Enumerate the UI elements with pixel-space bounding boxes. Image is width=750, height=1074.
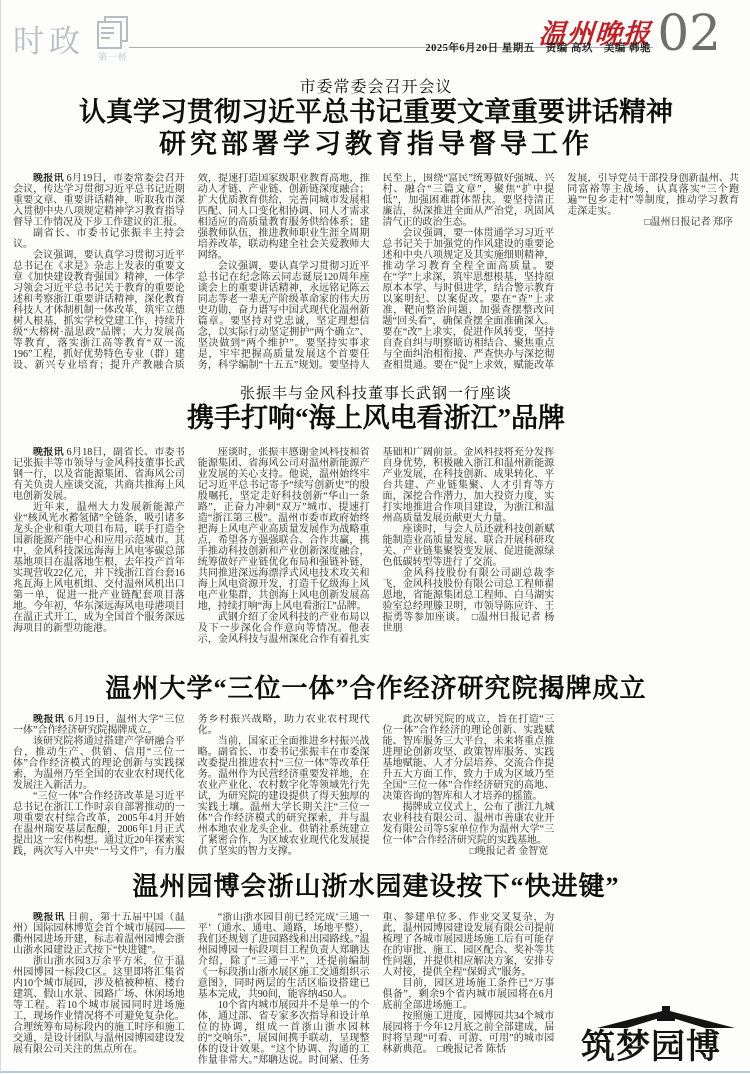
article-paragraph: 目前，园区进场施工条件已“万事俱备”，剩余9个省内城市展园将在6月底前全部进场施工。 bbox=[382, 977, 555, 1011]
article-paragraph: 晚报讯 6月19日，市委常委会召开会议，传达学习贯彻习近平总书记近期重要文章、重要讲话精神，听取我市深入贯彻中央八项规定精神学习教育指导督导工作情况及下步工作建议的汇报。 bbox=[13, 172, 185, 228]
article-paragraph: 座谈时，与会人员还就科技创新赋能制造业高质量发展、联合开展科研攻关、产业链集聚裂变发展、促进能源绿色低碳转型等进行了交流。 bbox=[382, 523, 555, 568]
date-editors-line: 2025年6月20日 星期五 责编 高玖 美编 韩驰 bbox=[425, 43, 651, 54]
article-paragraph: 会议强调，要一体贯通学习习近平总书记关于加强党的作风建设的重要论述和中央八项规定及其实施细则精神，推动学习教育全程全面高质量。要在“学”上求深，筑牢思想根基，坚持原原本本学、与时俱进学，结合警示教育以案明纪、以案促改。要在“查”上求准，靶向整治问题，加强查摆整改问题“回头看”，确保查摆全面准确深入。要在“改”上求实，促进作风转变，坚持自查自纠与明察暗访相结合、聚焦重点与全面纠治相衔接、严查快办与深挖彻查相贯通。要在“促”上求效，赋能改革发展，引导党员干部投身创新温州、共同富裕等主战场，认真落实“三个跑遍”“包乡走村”等制度，推动学习教育走深走实。 bbox=[382, 172, 739, 371]
article-wzu-institute bbox=[13, 674, 739, 866]
article-paragraph: 10个省内城市展园并不是单一的个体，通过部、省专家多次指导和设计单位的协调，组成一首浙山浙水园林的“交响乐”，展园间携手联动，呈现整体的设计效果。“这个协调、沟通的工作量非常大。”郑聃达说。时间紧、任务重、参建单位多、作业交叉复杂，为此，温州园博园建设发展有限公司提前梳理了各城市展园进场施工后有可能存在的审批、施工、园区配合、奖补等共性问题，并提供相应解决方案，安排专人对接，提供全程“保姆式”服务。 bbox=[197, 911, 555, 1066]
article-paragraph: 座谈时，张振丰感谢金风科技和省能源集团、省海风公司对温州新能源产业发展的关心支持。他说，温州始终牢记习近平总书记寄予“续写创新史”的殷殷嘱托，坚定走好科技创新“华山一条路”，正奋力冲刺“双万”城市、提速打造“浙江第三极”。温州市委市政府始终把海上风电产业高质量发展作为战略重点，希望各方强强联合、合作共赢，携手推动科技创新和产业创新深度融合，统筹做好产业链优化布局和强链补链，共同推进深远海漂浮式风电技术攻关和海上风电资源开发，打造千亿级海上风电产业集群，共创海上风电创新发展高地，持续打响“海上风电看浙江”品牌。 bbox=[197, 446, 370, 612]
article-paragraph: 按照施工进度，园博园共34个城市展园将于今年12月底之前全部建成，届时将呈现“可看、可游、可用”的城市园林新典范。 □晚报记者 陈恬 bbox=[382, 1010, 555, 1055]
article-paragraph: 该研究院将通过搭建产学研融合平台，推动生产、供销、信用“三位一体”合作经济模式的理论创新与实践探索，为温州乃至全国的农业农村现代化发展注入新活力。 bbox=[13, 735, 185, 791]
masthead-title: 温州晚报 bbox=[537, 19, 652, 49]
article-paragraph: 副省长、市委书记张振丰主持会议。 bbox=[13, 227, 185, 250]
article-byline: □晚报记者 金智宽 bbox=[469, 845, 549, 857]
article-standing-committee bbox=[13, 74, 739, 371]
article-paragraph: 晚报讯 6月19日，温州大学“三位一体”合作经济研究院揭牌成立。 bbox=[13, 713, 185, 736]
article-paragraph: 揭牌成立仪式上，公布了浙江九城农业科技有限公司、温州市善康农业开发有限公司等5家单位作为温州大学“三位一体”合作经济研究院的实践基地。 bbox=[382, 801, 555, 846]
article-paragraph: 浙山浙水园3万余平方米，位于温州园博园一标段C区。这里即将汇集省内10个城市展园，涉及植被种植、楼台建筑、假山水景、园路广场、休闲场地等工程。若10个城市展园同时进场施工，现场作业情况将不可避免复杂化。合理统筹布局标段内的施工时序和施工交通，是设计团队与温州园博园建设发展有限公司关注的焦点所在。 bbox=[13, 955, 185, 1055]
article-paragraph: “三位一体”合作经济改革是习近平总书记在浙江工作时亲自部署推动的一项重要农村综合改革，2005年4月开始在温州瑞安基层酝酿，2006年1月正式提出这一宏伟构想。通过近20年探索实践，两次写入中央“一号文件”，有力服务乡村振兴战略，助力农业农村现代化。 bbox=[13, 713, 370, 857]
newspaper-pages-icon bbox=[97, 16, 127, 48]
page-number: 02 bbox=[657, 4, 721, 62]
bottom-page-rule bbox=[1, 1071, 750, 1073]
article-paragraph: 此次研究院的成立，旨在打造“三位一体”合作经济的理论创新、实践赋能、智库服务三大平台，未来将重点推进理论创新攻坚、政策智库服务、实践基地赋能、人才分层培养、交流合作提升五大方面工作，致力于成为区域乃至全国“三位一体”合作经济研究的高地、决策咨询的智库和人才培养的摇篮。 bbox=[382, 713, 555, 802]
article-paragraph: “浙山浙水园目前已经完成‘三通一平’（通水、通电、通路，场地平整），我们还规划了进园路线和出园路线。”温州园博园一标段项目工程负责人郑聃达介绍，除了“三通一平”，还提前编制《一标段浙山浙水展区施工交通组织示意图》，同时两层的生活区临设搭建已基本完成，共90间，能容纳450人。 bbox=[197, 911, 370, 1000]
article-paragraph: 金风科技股份有限公司副总裁李飞，金风科技股份有限公司总工程师翟恩地，省能源集团总工程师、白马湖实验室总经理滕卫明，市领导陈应许、王振勇等参加座谈。 □温州日报记者 杨世朋 bbox=[382, 567, 555, 634]
article-paragraph: 会议强调，要认真学习贯彻习近平总书记在《求是》杂志上发表的重要文章《加快建设教育强国》精神，一体学习领会习近平总书记关于教育的重要论述和考察浙江重要讲话精神，深化教育科技人才体制机制一体改革，筑牢立德树人根基，抓实学校党建工作，持续升级“大榕树·温思政”品牌；大力发展高等教育，落实浙江高等教育“双一流196”工程，抓好优势特色专业（群）建设、新兴专业培育；提升产教融合质效，提速打造国家级职业教育高地，推动人才链、产业链、创新链深度融合；扩大优质教育供给，完善同城市发展相匹配、同人口变化相协调、同人才需求相适应的高质量教育服务供给体系；建强教师队伍，推进教师职业生涯全周期培养改革，联动构建全社会关爱教师大网络。 bbox=[13, 172, 370, 371]
article-body bbox=[13, 447, 739, 654]
article-paragraph: 晚报讯 6月18日，副省长、市委书记张振丰等市领导与金风科技董事长武钢一行，以及省能源集团、省海风公司有关负责人座谈交流，共商共推海上风电创新发展。 bbox=[13, 446, 185, 502]
stamp-text: 筑梦园博 bbox=[581, 1028, 721, 1066]
article-paragraph: 当前，国家正全面推进乡村振兴战略。副省长、市委书记张振丰在市委深改委提出推进农村“三位一体”等改革任务。温州作为民营经济重要发祥地，在农业产业化、农村数字化等领域先行先试，为研究院的建设提供了得天独厚的实践土壤。温州大学长期关注“三位一体”合作经济模式的研究探索，并与温州本地农业龙头企业、供销社系统建立了紧密合作，为区域农业现代化发展提供了坚实的智力支撑。 bbox=[197, 735, 370, 857]
article-body bbox=[13, 173, 739, 371]
section-label: 时政 bbox=[13, 24, 85, 59]
article-headline: 温州大学“三位一体”合作经济研究院揭牌成立 bbox=[105, 674, 647, 703]
article-headline-line1: 认真学习贯彻习近平总书记重要文章重要讲话精神 bbox=[79, 97, 673, 127]
article-paragraph: 近年来，温州大力发展新能源产业“核风光水蓄氢储”全链条，吸引诸多龙头企业和重大项目布局，联手打造全国新能源产能中心和应用示范城市。其中，金风科技深远海海上风电零碳总部基地项目在温落地生根，去年投产首年实现营收22亿元，并下线浙江首台套16兆瓦海上风电机组、交付温州风机出口第一单，促进一批产业链配套项目落地。今年初，华东深远海风电母港项目在温正式开工，成为全国首个服务深远海项目的新型功能港。 bbox=[13, 501, 185, 634]
section-sublabel: 第一桥 bbox=[98, 52, 129, 62]
article-paragraph: 会议强调，要认真学习贯彻习近平总书记在纪念陈云同志诞辰120周年座谈会上的重要讲话精神，永远铭记陈云同志等老一辈无产阶级革命家的伟大历史功勋，奋力谱写中国式现代化温州新篇章。要坚持对党忠诚，坚定理想信念，以实际行动坚定拥护“两个确立”、坚决做到“两个维护”。要坚持实事求是，牢牢把握高质量发展这个首要任务，科学编制“十五五”规划。要坚持人民至上，围绕“富民”统筹做好强城、兴村、融合“三篇文章”，聚焦“扩中提低”，加强困难群体帮扶。要坚持清正廉洁，纵深推进全面从严治党，巩固风清气正的政治生态。 bbox=[197, 172, 555, 371]
article-headline-line2: 研究部署学习教育指导督导工作 bbox=[159, 128, 593, 159]
article-byline: □温州日报记者 郑序 bbox=[644, 216, 733, 228]
article-goldwind-talks bbox=[13, 382, 739, 654]
article-paragraph: 晚报讯 日前，第十五届中国（温州）国际园林博览会首个城市展园——衢州园进场开建，标志着温州园博会浙山浙水园建设正式按下“快进键”。 bbox=[13, 911, 185, 956]
article-kicker: 张振丰与金风科技董事长武钢一行座谈 bbox=[239, 386, 512, 402]
article-headline: 携手打响“海上风电看浙江”品牌 bbox=[187, 403, 565, 433]
zhumeng-yuanbo-stamp bbox=[565, 1006, 737, 1064]
article-kicker: 市委常委会召开会议 bbox=[299, 79, 453, 96]
article-headline: 温州园博会浙山浙水园建设按下“快进键” bbox=[132, 872, 620, 901]
article-paragraph: 武钢介绍了金风科技的产业布局以及下一步深化合作意向等情况。他表示，金风科技与温州深化合作有着扎实基础和广阔前景。金风科技将充分发挥自身优势，积极融入浙江和温州新能源产业发展，在科技创新、成果转化、平台共建、产业链集聚、人才引育等方面，深挖合作潜力，加大投资力度，实打实地推进合作项目建设，为浙江和温州高质量发展贡献更大力量。 bbox=[197, 446, 555, 645]
article-body bbox=[13, 714, 739, 866]
